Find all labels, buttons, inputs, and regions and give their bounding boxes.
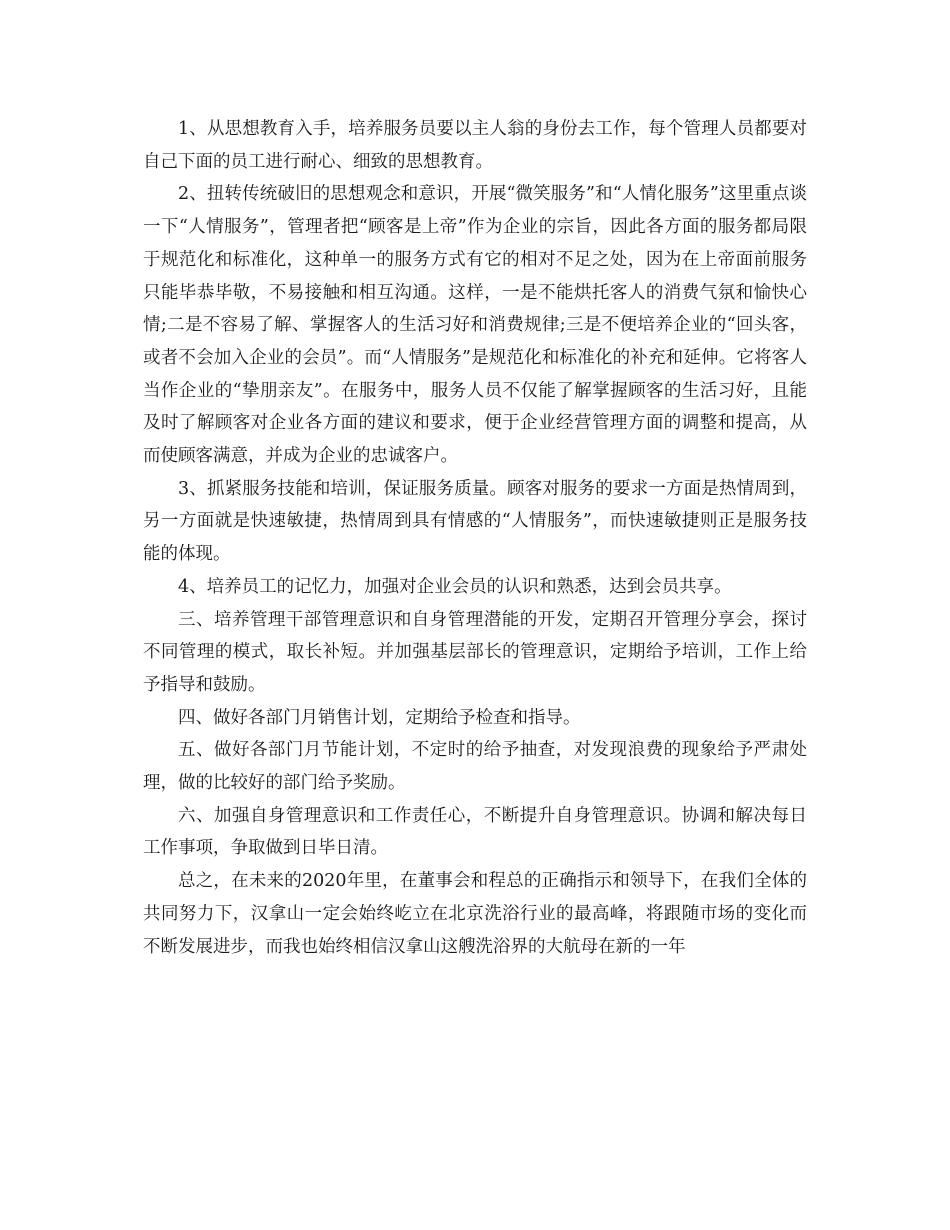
paragraph-4: 4、培养员工的记忆力，加强对企业会员的认识和熟悉，达到会员共享。 [178,576,732,597]
paragraph-5: 三、培养管理干部管理意识和自身管理潜能的开发，定期召开管理分享会，探讨不同管理的模式，取长补短。并加强基层部长的管理意识，定期给予培训，工作上给予指导和鼓励。 [143,609,807,695]
paragraph-6: 四、做好各部门月销售计划，定期给予检查和指导。 [178,707,581,728]
paragraph-2: 2、扭转传统破旧的思想观念和意识，开展“微笑服务”和“人情化服务”这里重点谈一下“人情服务”，管理者把“顾客是上帝”作为企业的宗旨，因此各方面的服务都局限于规范化和标准化，这种单一的服务方式有它的相对不足之处，因为在上帝面前服务只能毕恭毕敬，不易接触和相互沟通。这样，一是不能烘托客人的消费气氛和愉快心情;二是不容易了解、掌握客人的生活习好和消费规律;三是不便培养企业的“回头客，或者不会加入企业的会员”。而“人情服务”是规范化和标准化的补充和延伸。它将客人当作企业的“挚朋亲友”。在服务中，服务人员不仅能了解掌握顾客的生活习好，且能及时了解顾客对企业各方面的建议和要求，便于企业经营管理方面的调整和提高，从而使顾客满意，并成为企业的忠诚客户。 [143,184,807,467]
paragraph-8: 六、加强自身管理意识和工作责任心，不断提升自身管理意识。协调和解决每日工作事项，争取做到日毕日清。 [143,805,807,859]
paragraph-1: 1、从思想教育入手，培养服务员要以主人翁的身份去工作，每个管理人员都要对自己下面的员工进行耐心、细致的思想教育。 [143,119,807,172]
document-body [143,113,807,963]
paragraph-3: 3、抓紧服务技能和培训，保证服务质量。顾客对服务的要求一方面是热情周到，另一方面就是快速敏捷，热情周到具有情感的“人情服务”，而快速敏捷则正是服务技能的体现。 [143,478,807,565]
paragraph-9: 总之，在未来的2020年里，在董事会和程总的正确指示和领导下，在我们全体的共同努力下，汉拿山一定会始终屹立在北京洗浴行业的最高峰，将跟随市场的变化而不断发展进步，而我也始终相信汉拿山这艘洗浴界的大航母在新的一年 [143,871,807,957]
paragraph-7: 五、做好各部门月节能计划，不定时的给予抽查，对发现浪费的现象给予严肃处理，做的比较好的部门给予奖励。 [143,740,807,794]
